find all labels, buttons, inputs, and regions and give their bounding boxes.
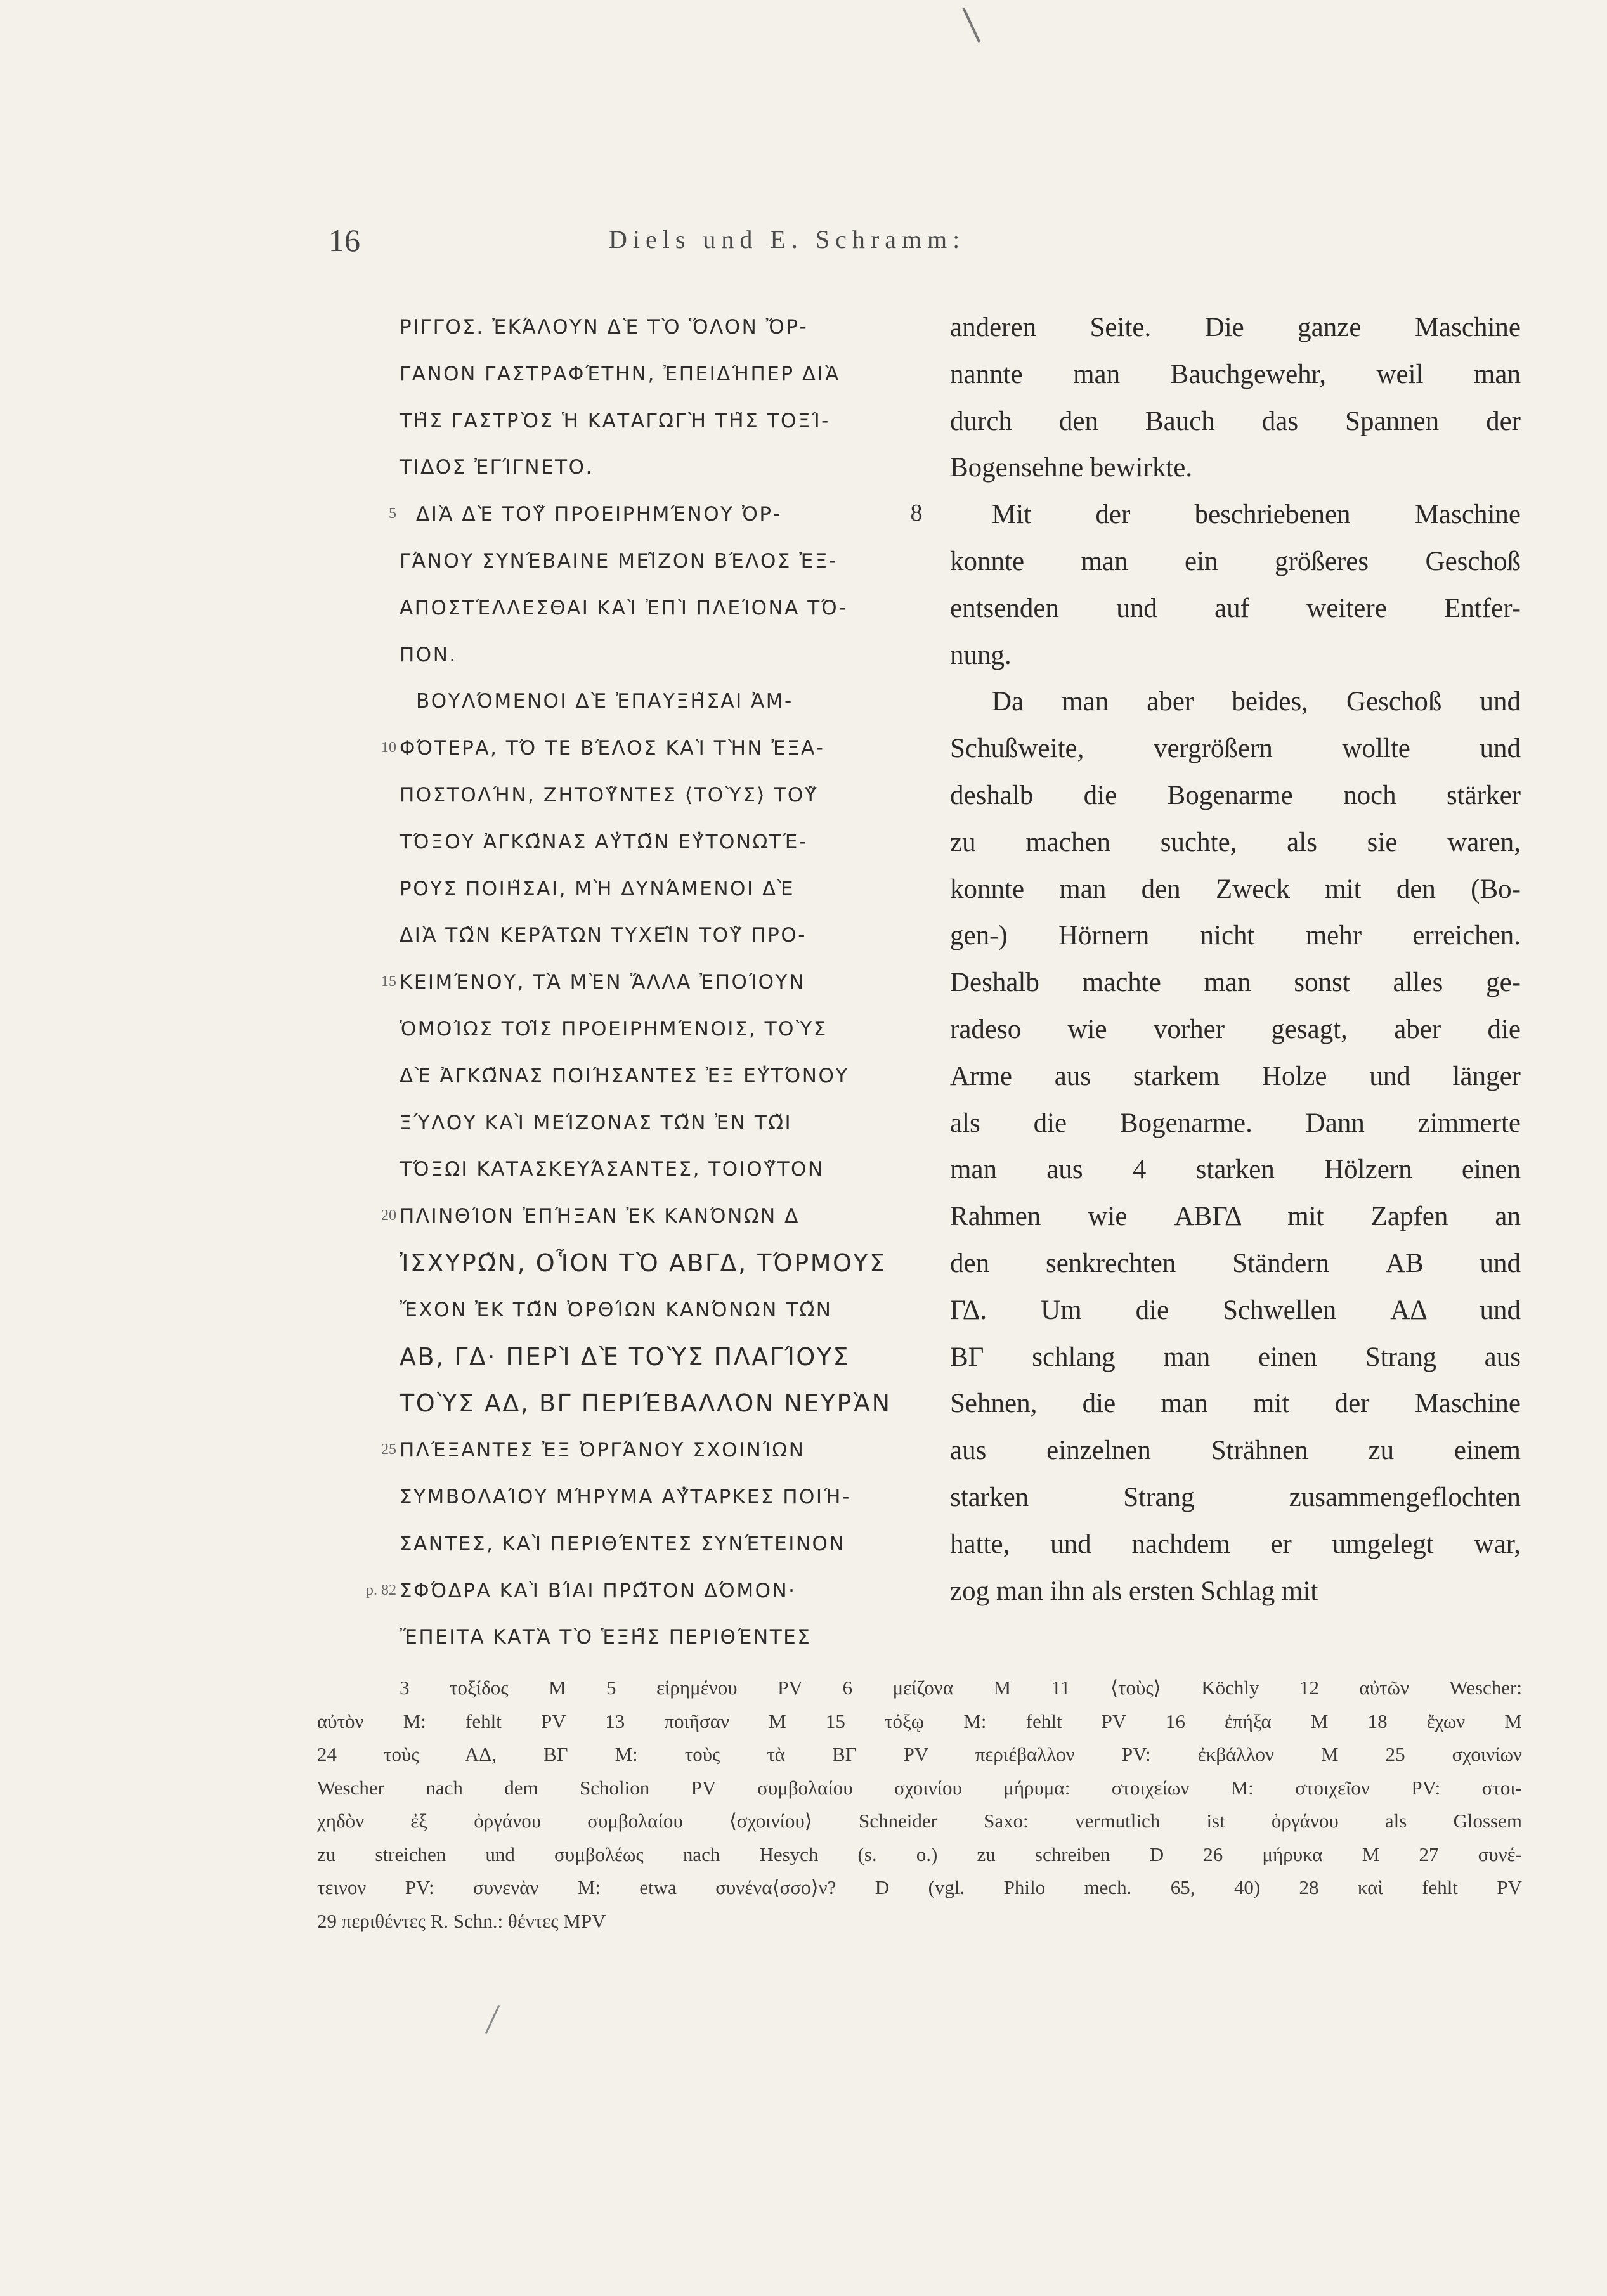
apparatus-line: τεινον PV: συνενὰν M: etwa συνένα⟨σσο⟩ν? D (vgl. Philo mech. 65, 40) 28 καὶ fehlt PV bbox=[317, 1876, 1522, 1898]
greek-line: ΓΆΝΟΥ ΣΥΝΈΒΑΙΝΕ ΜΕΙ͂ΖΟΝ ΒΈΛΟΣ ἘΞ- bbox=[400, 549, 838, 573]
line-number: 15 bbox=[381, 973, 396, 990]
greek-line: ΠΟΝ. bbox=[400, 643, 457, 666]
german-line: anderen Seite. Die ganze Maschine bbox=[950, 313, 1521, 342]
scan-mark bbox=[485, 2005, 500, 2035]
apparatus-line: zu streichen und συμβολέως nach Hesych (s. o.) zu schreiben D 26 μήρυκα M 27 συνέ- bbox=[317, 1843, 1522, 1865]
german-line: Da man aber beides, Geschoß und bbox=[992, 687, 1521, 717]
greek-text-column bbox=[400, 304, 894, 1661]
german-line: Schußweite, vergrößern wollte und bbox=[950, 734, 1521, 764]
greek-line: ΦΌΤΕΡΑ, ΤΌ ΤΕ ΒΈΛΟΣ ΚΑῚ ΤῊΝ ἘΞΑ- bbox=[400, 737, 825, 760]
german-line: zu machen suchte, als sie waren, bbox=[950, 827, 1521, 857]
greek-line: ΔῈ ἈΓΚΩ͂ΝΑΣ ΠΟΙΉΣΑΝΤΕΣ ἘΞ ΕΥ̓ΤΌΝΟΥ bbox=[400, 1064, 849, 1087]
greek-line: ἜΠΕΙΤΑ ΚΑΤᾺ ΤῸ ἙΞΗ͂Σ ΠΕΡΙΘΈΝΤΕΣ bbox=[400, 1626, 812, 1649]
greek-line: ἸΣΧΥΡΩ͂Ν, ΟἿΟΝ ΤῸ ΑΒΓΔ, ΤΌΡΜΟΥΣ bbox=[400, 1249, 887, 1277]
section-number: 8 bbox=[910, 500, 923, 527]
german-line: gen-) Hörnern nicht mehr erreichen. bbox=[950, 921, 1521, 951]
line-number: 20 bbox=[381, 1207, 396, 1224]
greek-line: ΔΙᾺ ΤΩ͂Ν ΚΕΡΆΤΩΝ ΤΥΧΕΙ͂Ν ΤΟΥ͂ ΠΡΟ- bbox=[400, 924, 807, 947]
german-line: als die Bogenarme. Dann zimmerte bbox=[950, 1108, 1521, 1138]
greek-line: ὉΜΟΊΩΣ ΤΟΙ͂Σ ΠΡΟΕΙΡΗΜΈΝΟΙΣ, ΤΟῪΣ bbox=[400, 1017, 828, 1041]
german-line: konnte man ein größeres Geschoß bbox=[950, 546, 1521, 576]
page-number: 16 bbox=[329, 223, 360, 258]
german-line: radeso wie vorher gesagt, aber die bbox=[950, 1014, 1521, 1044]
greek-line: ἜΧΟΝ ἘΚ ΤΩ͂Ν ὈΡΘΊΩΝ ΚΑΝΌΝΩΝ ΤΩ͂Ν bbox=[400, 1298, 833, 1321]
greek-line: ΠΟΣΤΟΛΉΝ, ΖΗΤΟΥ͂ΝΤΕΣ ⟨ΤΟῪΣ⟩ ΤΟΥ͂ bbox=[400, 783, 819, 807]
greek-line: ΠΛΙΝΘΊΟΝ ἘΠΉΞΑΝ ἘΚ ΚΑΝΌΝΩΝ Δ bbox=[400, 1205, 800, 1228]
greek-line: ΣΦΌΔΡΑ ΚΑῚ ΒΊΑΙ ΠΡΩ͂ΤΟΝ ΔΌΜΟΝ· bbox=[400, 1579, 797, 1602]
greek-line: ΑΠΟΣΤΈΛΛΕΣΘΑΙ ΚΑῚ ἘΠῚ ΠΛΕΊΟΝΑ ΤΌ- bbox=[400, 596, 848, 619]
apparatus-line: 29 περιθέντες R. Schn.: θέντες MPV bbox=[317, 1909, 606, 1932]
german-line: durch den Bauch das Spannen der bbox=[950, 406, 1521, 436]
greek-line: ΣΥΜΒΟΛΑΊΟΥ ΜΉΡΥΜΑ ΑΥ̓́ΤΑΡΚΕΣ ΠΟΙΉ- bbox=[400, 1485, 851, 1508]
german-line: nannte man Bauchgewehr, weil man bbox=[950, 359, 1521, 389]
german-line: den senkrechten Ständern ΑΒ und bbox=[950, 1248, 1521, 1278]
apparatus-line: 3 τοξίδος M 5 εἰρημένου PV 6 μείζονα M 11 ⟨τοὺς⟩ Köchly 12 αὐτῶν Wescher: bbox=[400, 1677, 1522, 1699]
greek-line: ΓΑΝΟΝ ΓΑΣΤΡΑΦΈΤΗΝ, ἘΠΕΙΔΉΠΕΡ ΔΙᾺ bbox=[400, 362, 840, 386]
greek-line: ΤΌΞΟΥ ἈΓΚΩ͂ΝΑΣ ΑΥ̓ΤΩ͂Ν ΕΥ̓ΤΟΝΩΤΈ- bbox=[400, 830, 808, 853]
german-line: aus einzelnen Strähnen zu einem bbox=[950, 1436, 1521, 1466]
german-line: zog man ihn als ersten Schlag mit bbox=[950, 1576, 1318, 1606]
greek-line: ΣΑΝΤΕΣ, ΚΑῚ ΠΕΡΙΘΈΝΤΕΣ ΣΥΝΈΤΕΙΝΟΝ bbox=[400, 1532, 846, 1555]
line-number: 10 bbox=[381, 739, 396, 756]
german-line: nung. bbox=[950, 640, 1012, 670]
critical-apparatus bbox=[317, 1671, 1522, 1938]
german-line: ΓΔ. Um die Schwellen ΑΔ und bbox=[950, 1295, 1521, 1325]
german-line: starken Strang zusammengeflochten bbox=[950, 1482, 1521, 1512]
apparatus-line: 24 τοὺς ΑΔ, ΒΓ M: τοὺς τὰ ΒΓ PV περιέβαλλον PV: ἐκβάλλον M 25 σχοινίων bbox=[317, 1743, 1522, 1765]
greek-line: ΤΌΞΩΙ ΚΑΤΑΣΚΕΥΆΣΑΝΤΕΣ, ΤΟΙΟΥ͂ΤΟΝ bbox=[400, 1158, 824, 1181]
german-line: hatte, und nachdem er umgelegt war, bbox=[950, 1529, 1521, 1559]
apparatus-line: αὐτὸν M: fehlt PV 13 ποιῆσαν M 15 τόξῳ M: fehlt PV 16 ἐπήξα M 18 ἔχων M bbox=[317, 1709, 1522, 1732]
greek-line: ΡΙΓΓΟΣ. ἘΚΆΛΟΥΝ ΔῈ ΤῸ ὍΛΟΝ ὌΡ- bbox=[400, 316, 809, 339]
line-number: p. 82 bbox=[366, 1581, 396, 1599]
running-title: Diels und E. Schramm: bbox=[609, 225, 966, 254]
german-translation-column bbox=[950, 304, 1521, 1614]
greek-line: ΡΟΥΣ ΠΟΙΗ͂ΣΑΙ, ΜῊ ΔΥΝΆΜΕΝΟΙ ΔῈ bbox=[400, 877, 795, 900]
greek-line: ΔΙᾺ ΔῈ ΤΟΥ͂ ΠΡΟΕΙΡΗΜΈΝΟΥ ὈΡ- bbox=[416, 503, 782, 526]
german-line: konnte man den Zweck mit den (Bo- bbox=[950, 874, 1521, 904]
greek-line: ΚΕΙΜΈΝΟΥ, ΤᾺ ΜῈΝ ἌΛΛΑ ἘΠΟΊΟΥΝ bbox=[400, 971, 805, 994]
german-line: ΒΓ schlang man einen Strang aus bbox=[950, 1342, 1521, 1372]
german-line: man aus 4 starken Hölzern einen bbox=[950, 1155, 1521, 1185]
apparatus-line: Wescher nach dem Scholion PV συμβολαίου σχοινίου μήρυμα: στοιχείων M: στοιχεῖον PV: στοι- bbox=[317, 1776, 1522, 1799]
german-line: entsenden und auf weitere Entfer- bbox=[950, 593, 1521, 623]
greek-line: ΑΒ, ΓΔ· ΠΕΡῚ ΔῈ ΤΟῪΣ ΠΛΑΓΊΟΥΣ bbox=[400, 1342, 850, 1371]
german-line: Arme aus starkem Holze und länger bbox=[950, 1061, 1521, 1091]
german-line: Mit der beschriebenen Maschine bbox=[992, 500, 1521, 530]
line-number: 25 bbox=[381, 1441, 396, 1458]
greek-line: ΤΟῪΣ ΑΔ, ΒΓ ΠΕΡΙΈΒΑΛΛΟΝ ΝΕΥΡᾺΝ bbox=[400, 1389, 892, 1418]
running-head bbox=[0, 222, 1607, 260]
greek-line: ΠΛΈΞΑΝΤΕΣ ἘΞ ὈΡΓΆΝΟΥ ΣΧΟΙΝΊΩΝ bbox=[400, 1439, 805, 1462]
german-line: deshalb die Bogenarme noch stärker bbox=[950, 780, 1521, 810]
scan-mark bbox=[963, 8, 981, 43]
greek-line: ΞΎΛΟΥ ΚΑῚ ΜΕΊΖΟΝΑΣ ΤΩ͂Ν ἘΝ ΤΩ͂Ι bbox=[400, 1111, 793, 1134]
german-line: Bogensehne bewirkte. bbox=[950, 453, 1193, 483]
german-line: Sehnen, die man mit der Maschine bbox=[950, 1389, 1521, 1419]
greek-line: ΤΙΔΟΣ ἘΓΊΓΝΕΤΟ. bbox=[400, 456, 594, 479]
greek-line: ΒΟΥΛΌΜΕΝΟΙ ΔῈ ἘΠΑΥΞΗ͂ΣΑΙ ἈΜ- bbox=[416, 690, 793, 713]
greek-line: ΤΗ͂Σ ΓΑΣΤΡῸΣ Ἡ ΚΑΤΑΓΩΓῊ ΤΗ͂Σ ΤΟΞΊ- bbox=[400, 409, 830, 432]
german-line: Deshalb machte man sonst alles ge- bbox=[950, 968, 1521, 998]
apparatus-line: χηδὸν ἐξ ὀργάνου συμβολαίου ⟨σχοινίου⟩ Schneider Saxo: vermutlich ist ὀργάνου als Glossem bbox=[317, 1810, 1522, 1832]
line-number: 5 bbox=[389, 505, 396, 522]
german-line: Rahmen wie ΑΒΓΔ mit Zapfen an bbox=[950, 1202, 1521, 1232]
